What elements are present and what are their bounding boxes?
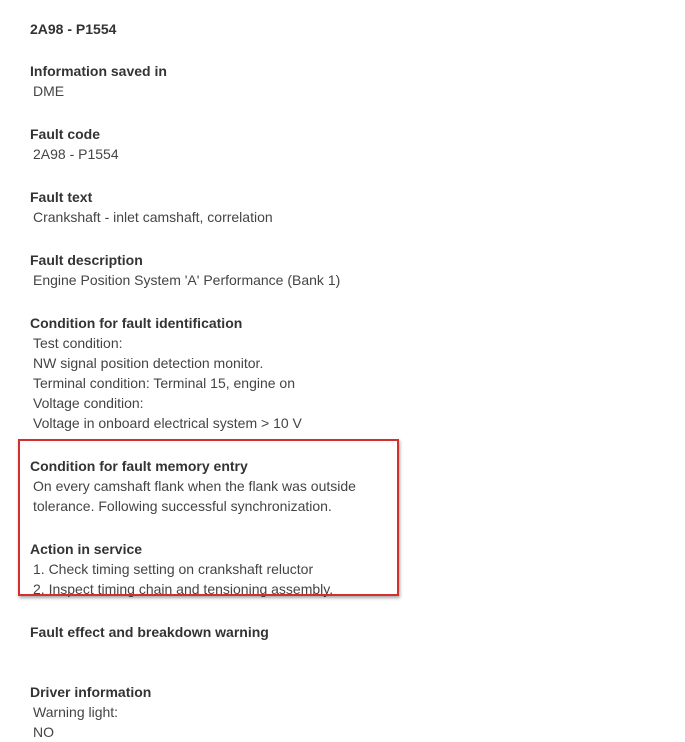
section-fault-code [30,124,670,164]
section-heading: Action in service [30,541,143,557]
section-heading: Driver information [30,684,152,700]
section-value: DME [33,83,65,99]
section-value: On every camshaft flank when the flank was outside [33,478,356,494]
section-heading: Fault description [30,252,143,268]
section-condition-fault-memory-entry [30,456,670,516]
section-fault-description [30,250,670,290]
section-fault-text [30,187,670,227]
section-value: NW signal position detection monitor. [33,355,264,371]
section-heading: Condition for fault memory entry [30,458,248,474]
section-value: Terminal condition: Terminal 15, engine on [33,375,296,391]
section-value: Engine Position System 'A' Performance (Bank 1) [33,272,341,288]
fault-title: 2A98 - P1554 [30,21,117,37]
section-fault-effect [30,622,670,682]
section-value: Voltage in onboard electrical system > 10 V [33,415,302,431]
section-value: 1. Check timing setting on crankshaft reluctor [33,561,314,577]
section-value: Test condition: [33,335,123,351]
section-value: 2A98 - P1554 [33,146,119,162]
section-value: NO [33,724,54,740]
fault-detail-panel [30,20,670,742]
section-value: Voltage condition: [33,395,144,411]
section-value: Warning light: [33,704,119,720]
section-heading: Fault text [30,189,93,205]
section-information-saved-in [30,61,670,101]
empty-value [30,642,670,682]
section-value: tolerance. Following successful synchronization. [33,498,332,514]
section-heading: Fault code [30,126,101,142]
section-heading: Fault effect and breakdown warning [30,624,269,640]
section-action-in-service [30,539,670,599]
section-driver-information [30,682,670,742]
section-condition-fault-identification [30,313,670,433]
section-value: Crankshaft - inlet camshaft, correlation [33,209,273,225]
section-heading: Condition for fault identification [30,315,243,331]
section-heading: Information saved in [30,63,167,79]
section-value: 2. Inspect timing chain and tensioning assembly. [33,581,334,597]
